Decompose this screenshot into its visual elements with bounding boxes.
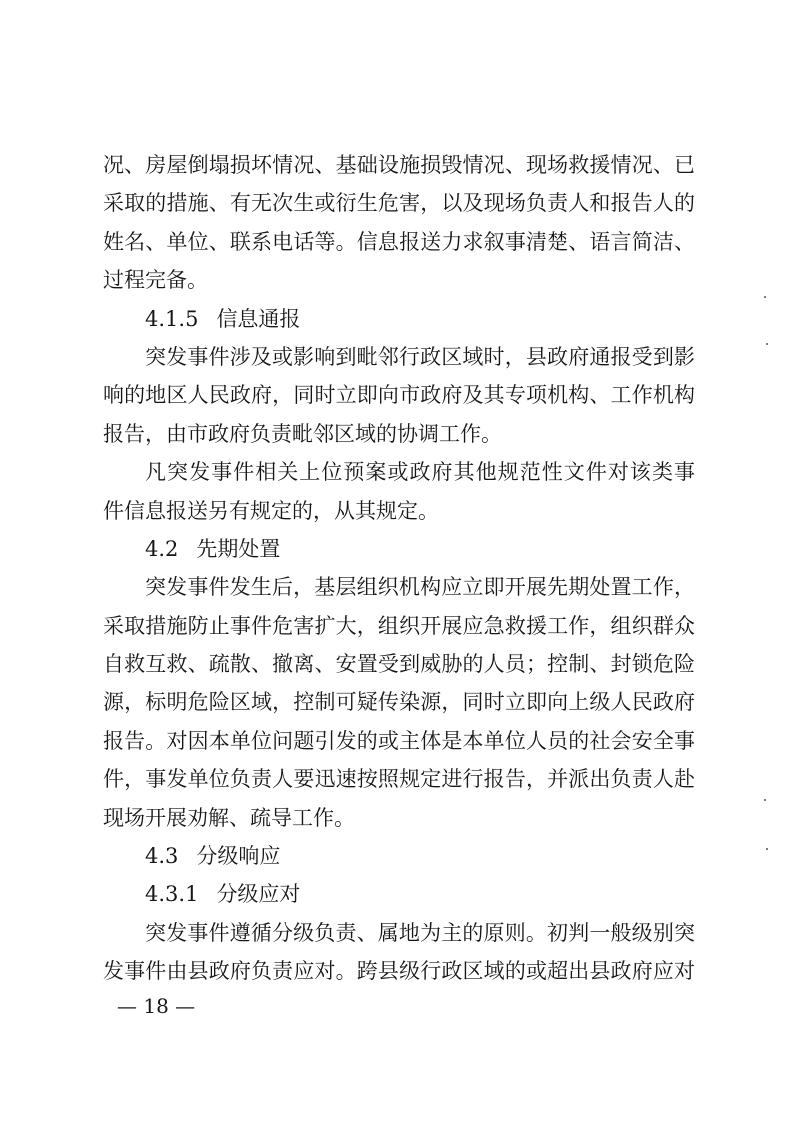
text-line: 现场开展劝解、疏导工作。 (103, 805, 355, 830)
text-line: 况、房屋倒塌损坏情况、基础设施损毁情况、现场救援情况、已 (103, 153, 695, 177)
section-heading-4-3 (103, 837, 695, 875)
scan-speck (764, 296, 766, 298)
text-line: 报告。对因本单位问题引发的或主体是本单位人员的社会安全事 (103, 728, 695, 753)
text-line: 突发事件发生后，基层组织机构应立即开展先期处置工作， (145, 575, 695, 600)
section-number: 4.3 (145, 844, 179, 869)
text-line: 源，标明危险区域，控制可疑传染源，同时立即向上级人民政府 (103, 690, 695, 715)
text-line: 响的地区人民政府，同时立即向市政府及其专项机构、工作机构 (103, 383, 695, 408)
scan-speck (764, 799, 766, 801)
text-line: 采取的措施、有无次生或衍生危害，以及现场负责人和报告人的 (103, 191, 695, 216)
section-heading-4-1-5 (103, 300, 695, 338)
text-line: 突发事件遵循分级负责、属地为主的原则。初判一般级别突 (145, 920, 695, 945)
scan-speck (766, 848, 768, 850)
text-line: 采取措施防止事件危害扩大，组织开展应急救援工作，组织群众 (103, 613, 695, 638)
text-line: 件信息报送另有规定的，从其规定。 (103, 498, 439, 523)
section-title: 分级应对 (216, 882, 301, 907)
text-line: 突发事件涉及或影响到毗邻行政区域时，县政府通报受到影 (145, 344, 695, 369)
text-line: 自救互救、疏散、撤离、安置受到威胁的人员；控制、封锁危险 (103, 652, 695, 677)
section-heading-4-2 (103, 530, 695, 568)
text-line: 件，事发单位负责人要迅速按照规定进行报告，并派出负责人赴 (103, 767, 695, 792)
page-number: — 18 — (117, 994, 196, 1018)
text-line: 姓名、单位、联系电话等。信息报送力求叙事清楚、语言简洁、 (103, 229, 695, 254)
section-title: 分级响应 (196, 844, 281, 869)
text-line: 凡突发事件相关上位预案或政府其他规范性文件对该类事 (145, 460, 695, 485)
section-number: 4.3.1 (145, 882, 199, 907)
section-title: 先期处置 (196, 536, 281, 561)
text-line: 发事件由县政府负责应对。跨县级行政区域的或超出县政府应对 (103, 959, 695, 984)
section-title: 信息通报 (216, 306, 301, 331)
section-number: 4.2 (145, 536, 179, 561)
text-line: 过程完备。 (103, 268, 208, 293)
page-body (103, 146, 695, 991)
section-heading-4-3-1 (103, 875, 695, 913)
text-line: 报告，由市政府负责毗邻区域的协调工作。 (103, 421, 502, 446)
section-number: 4.1.5 (145, 306, 199, 331)
scan-speck (766, 343, 768, 345)
